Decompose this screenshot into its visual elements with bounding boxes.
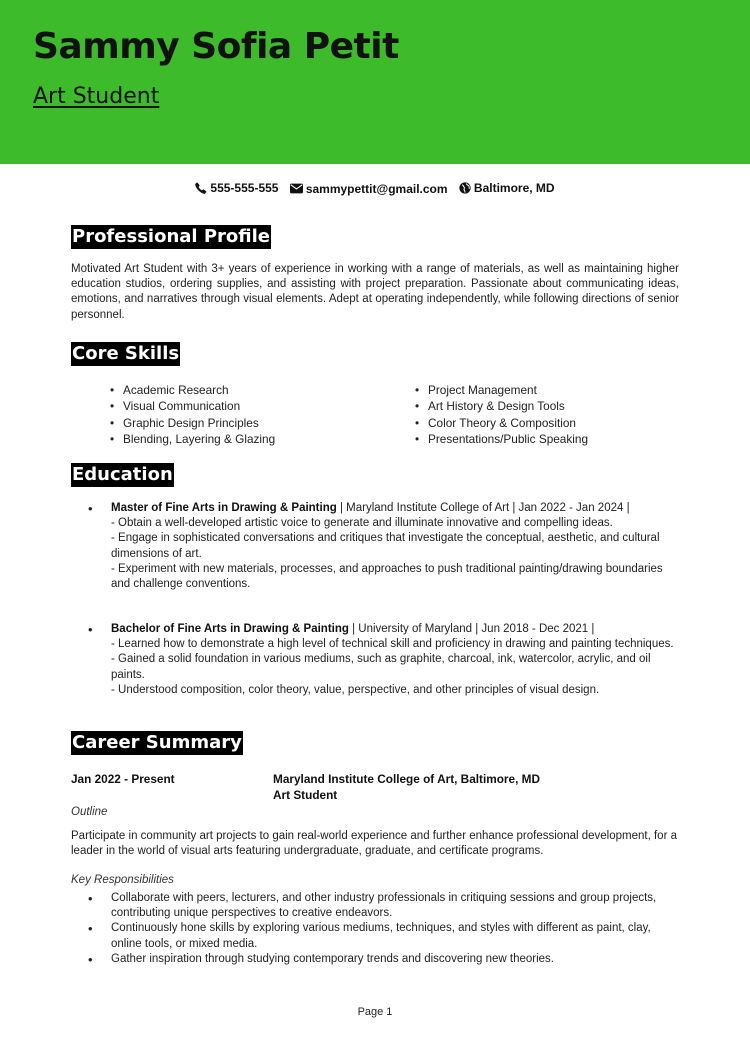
degree-details: | University of Maryland | Jun 2018 - Dec 2021 | (348, 623, 595, 635)
responsibility-item (88, 921, 680, 951)
candidate-role: Art Student (33, 84, 160, 109)
responsibility-item (88, 891, 680, 921)
bullet-icon: • (88, 501, 93, 516)
envelope-icon (290, 183, 303, 194)
responsibility-text: Gather inspiration through studying contemporary trends and discovering new theories. (111, 952, 554, 965)
contact-phone[interactable] (195, 181, 278, 195)
bullet-icon: • (88, 951, 93, 967)
skill-item: • Academic Research (110, 382, 275, 398)
skill-item: • Project Management (415, 382, 588, 398)
bullet-icon: • (88, 891, 93, 906)
outline-label: Outline (71, 806, 108, 818)
section-title-education: Education (72, 464, 173, 485)
responsibilities-label: Key Responsibilities (71, 874, 174, 886)
contact-email[interactable] (290, 182, 448, 196)
education-point: - Gained a solid foundation in various mediums, such as graphite, charcoal, ink, watercolor, acrylic, and oil paints. (111, 653, 651, 681)
skill-item: • Blending, Layering & Glazing (110, 431, 275, 447)
contact-bar (0, 181, 750, 197)
skill-item: • Presentations/Public Speaking (415, 431, 588, 447)
degree-name: Master of Fine Arts in Drawing & Painting (111, 502, 337, 514)
responsibilities-list (88, 891, 680, 967)
phone-icon (195, 182, 207, 194)
education-point: - Understood composition, color theory, value, perspective, and other principles of visual design. (111, 683, 600, 696)
bullet-icon: • (88, 921, 93, 937)
globe-icon (459, 182, 471, 194)
education-point: - Obtain a well-developed artistic voice to generate and illuminate innovative and compelling ideas. (111, 517, 613, 530)
degree-name: Bachelor of Fine Arts in Drawing & Painting (111, 623, 349, 635)
skills-column-left (110, 382, 275, 448)
career-position: Art Student (273, 787, 338, 802)
responsibility-text: Continuously hone skills by exploring various mediums, techniques, and styles with different as paint, clay, online tools, or mixed media. (111, 922, 651, 950)
section-title-profile: Professional Profile (72, 226, 270, 247)
email-address: sammypettit@gmail.com (305, 181, 448, 196)
education-heading (111, 501, 680, 516)
skills-column-right (415, 382, 588, 448)
responsibility-text: Collaborate with peers, lecturers, and other industry professionals in critiquing sessions and group projects, contributing unique perspectives to creative endeavors. (111, 892, 657, 920)
career-date: Jan 2022 - Present (71, 772, 175, 786)
phone-number: 555-555-555 (210, 181, 279, 195)
education-entry (88, 501, 680, 592)
career-organization-block (273, 772, 540, 803)
bullet-icon: • (88, 622, 93, 637)
skill-item: • Color Theory & Composition (415, 415, 588, 431)
education-heading (111, 622, 680, 637)
section-title-skills: Core Skills (72, 343, 180, 364)
candidate-name: Sammy Sofia Petit (33, 26, 399, 67)
education-entry (88, 622, 680, 698)
header-banner (0, 0, 750, 164)
degree-details: | Maryland Institute College of Art | Jan 2022 - Jan 2024 | (336, 502, 630, 514)
section-title-career: Career Summary (72, 732, 242, 753)
skill-item: • Visual Communication (110, 398, 275, 414)
outline-text: Participate in community art projects to gain real-world experience and further enhance professional development, for a leader in the world of visual arts featuring undergraduate, graduate, and certificate programs. (71, 830, 677, 858)
career-organization: Maryland Institute College of Art, Baltimore, MD (273, 772, 540, 786)
profile-text: Motivated Art Student with 3+ years of experience in working with a range of materials, as well as maintaining higher education studios, ordering supplies, and assisting with project preparation. Passionate about communicating ideas, emotions, and narratives through visual elements. Adept at operating independently, while following directions of senior personnel. (71, 263, 679, 321)
education-point: - Engage in sophisticated conversations and critiques that investigate the conceptual, aesthetic, and cultural dimensions of art. (111, 532, 660, 560)
page-number: Page 1 (357, 1006, 393, 1018)
location-text: Baltimore, MD (473, 181, 555, 195)
education-point: - Learned how to demonstrate a high level of technical skill and proficiency in drawing and painting techniques. (111, 638, 674, 651)
skill-item: • Art History & Design Tools (415, 398, 588, 414)
contact-location (459, 181, 555, 195)
responsibility-item (88, 952, 680, 967)
skill-item: • Graphic Design Principles (110, 415, 275, 431)
education-point: - Experiment with new materials, processes, and approaches to push traditional painting/drawing boundaries and challenge conventions. (111, 562, 663, 591)
